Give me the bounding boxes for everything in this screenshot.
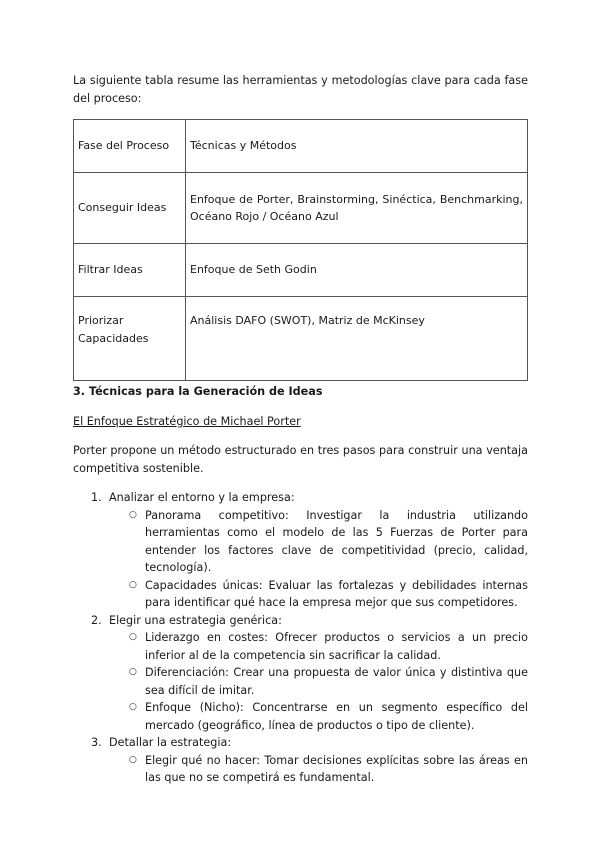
bullet-icon: ○ <box>129 509 137 520</box>
table-row <box>74 120 528 173</box>
list-item <box>109 629 528 664</box>
phases-table <box>73 119 528 381</box>
steps-list <box>73 489 528 787</box>
table-cell: Análisis DAFO (SWOT), Matriz de McKinsey <box>186 297 528 381</box>
bullet-icon: ○ <box>129 579 137 590</box>
list-item <box>109 752 528 787</box>
item-text: Elegir qué no hacer: Tomar decisiones explícitas sobre las áreas en las que no se competirá es fundamental. <box>145 753 528 784</box>
section-heading: 3. Técnicas para la Generación de Ideas <box>73 385 323 398</box>
list-item <box>73 612 528 735</box>
bullet-icon: ○ <box>129 632 137 642</box>
intro-paragraph: La siguiente tabla resume las herramientas y metodologías clave para cada fase del proceso: <box>73 74 528 105</box>
sub-list <box>109 629 528 734</box>
subsection-heading: El Enfoque Estratégico de Michael Porter <box>73 414 301 428</box>
step-number: 3. <box>91 736 102 749</box>
list-item <box>73 489 528 612</box>
table-cell: Enfoque de Seth Godin <box>186 244 528 297</box>
list-item <box>109 664 528 699</box>
item-text: Liderazgo en costes: Ofrecer productos o servicios a un precio inferior al de la competencia sin sacrificar la calidad. <box>145 631 528 662</box>
step-title: Detallar la estrategia: <box>109 736 232 749</box>
list-item <box>109 507 528 577</box>
document-page <box>73 72 528 787</box>
item-text: Panorama competitivo: Investigar la industria utilizando herramientas como el modelo de las 5 Fuerzas de Porter para entender los factores clave de competitividad (precio, calidad, tecnología). <box>145 508 528 574</box>
table-cell: Fase del Proceso <box>74 120 186 173</box>
item-text: Enfoque (Nicho): Concentrarse en un segmento específico del mercado (geográfico, línea de productos o tipo de cliente). <box>145 701 528 732</box>
porter-intro-paragraph: Porter propone un método estructurado en tres pasos para construir una ventaja competitiva sostenible. <box>73 444 528 475</box>
table-cell: Filtrar Ideas <box>74 244 186 297</box>
bullet-icon: ○ <box>129 754 137 765</box>
step-title: Analizar el entorno y la empresa: <box>109 491 295 504</box>
sub-list <box>109 507 528 612</box>
bullet-icon: ○ <box>129 667 137 677</box>
step-number: 2. <box>91 613 102 627</box>
list-item <box>73 734 528 787</box>
table-cell: Enfoque de Porter, Brainstorming, Sinéctica, Benchmarking, Océano Rojo / Océano Azul <box>186 173 528 244</box>
sub-list <box>109 752 528 787</box>
table-row <box>74 244 528 297</box>
step-number: 1. <box>91 491 102 504</box>
item-text: Capacidades únicas: Evaluar las fortalezas y debilidades internas para identificar qué hace la empresa mejor que sus competidores. <box>145 578 528 609</box>
list-item <box>109 699 528 734</box>
table-row <box>74 173 528 244</box>
table-cell: Conseguir Ideas <box>74 173 186 244</box>
bullet-icon: ○ <box>129 702 137 712</box>
step-title: Elegir una estrategia genérica: <box>109 613 282 627</box>
item-text: Diferenciación: Crear una propuesta de valor única y distintiva que sea difícil de imitar. <box>145 666 528 697</box>
table-cell: Priorizar Capacidades <box>74 297 186 381</box>
table-cell: Técnicas y Métodos <box>186 120 528 173</box>
list-item <box>109 577 528 612</box>
table-row <box>74 297 528 381</box>
